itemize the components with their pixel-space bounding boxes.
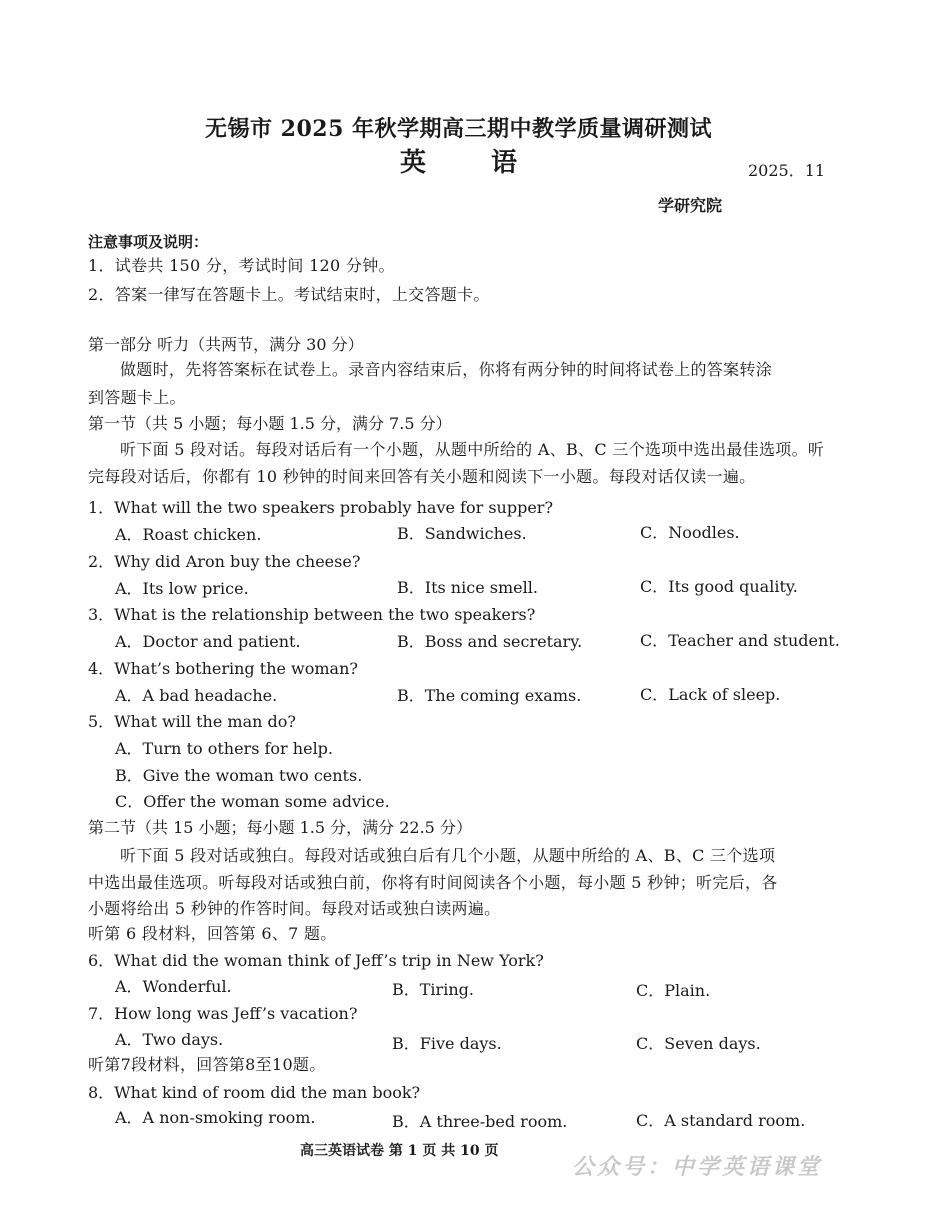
issuing-org: 学研究院: [658, 196, 723, 215]
question-4-stem: 4．What’s bothering the woman?: [88, 659, 358, 678]
question-8-stem: 8．What kind of room did the man book?: [88, 1083, 421, 1102]
part1-heading: 第一部分 听力（共两节，满分 30 分）: [88, 335, 364, 354]
question-2-stem: 2．Why did Aron buy the cheese?: [88, 552, 361, 571]
section2-intro-2: 中选出最佳选项。听每段对话或独白前，你将有时间阅读各个小题，每小题 5 秒钟；听完后，各: [88, 873, 778, 892]
question-5-option-a: A．Turn to others for help.: [115, 739, 334, 758]
section1-intro-2: 完每段对话后，你都有 10 秒钟的时间来回答有关小题和阅读下一小题。每段对话仅读一遍。: [88, 467, 756, 486]
section1-intro-1: 听下面 5 段对话。每段对话后有一个小题，从题中所给的 A、B、C 三个选项中选出最佳选项。听: [120, 440, 825, 459]
question-5-stem: 5．What will the man do?: [88, 712, 296, 731]
question-7-option-a: A．Two days.: [115, 1030, 224, 1049]
section2-intro-3: 小题将给出 5 秒钟的作答时间。每段对话或独白读两遍。: [88, 899, 501, 918]
question-6-option-c: C．Plain.: [636, 981, 711, 1000]
question-2-option-b: B．Its nice smell.: [397, 578, 538, 597]
question-1-option-c: C．Noodles.: [640, 523, 740, 542]
question-5-option-c: C．Offer the woman some advice.: [115, 792, 390, 811]
question-7-option-b: B．Five days.: [392, 1034, 502, 1053]
page-footer: 高三英语试卷 第 1 页 共 10 页: [300, 1143, 499, 1159]
question-8-option-a: A．A non-smoking room.: [115, 1108, 316, 1127]
note-item-1: 1．试卷共 150 分，考试时间 120 分钟。: [88, 256, 395, 275]
question-3-option-c: C．Teacher and student.: [640, 631, 840, 650]
question-4-option-c: C．Lack of sleep.: [640, 685, 781, 704]
question-4-option-a: A．A bad headache.: [115, 686, 278, 705]
part1-intro-1: 做题时，先将答案标在试卷上。录音内容结束后，你将有两分钟的时间将试卷上的答案转涂: [120, 360, 773, 379]
question-6-option-a: A．Wonderful.: [115, 977, 232, 996]
question-6-option-b: B．Tiring.: [392, 980, 474, 999]
part1-intro-2: 到答题卡上。: [88, 388, 186, 407]
exam-date: 2025．11: [748, 161, 826, 180]
question-3-stem: 3．What is the relationship between the two speakers?: [88, 605, 536, 624]
question-3-option-a: A．Doctor and patient.: [115, 632, 301, 651]
question-8-option-c: C．A standard room.: [636, 1111, 806, 1130]
question-7-option-c: C．Seven days.: [636, 1034, 761, 1053]
material-6-instruction: 听第 6 段材料，回答第 6、7 题。: [88, 924, 337, 943]
question-2-option-c: C．Its good quality.: [640, 577, 798, 596]
note-item-2: 2．答案一律写在答题卡上。考试结束时，上交答题卡。: [88, 285, 490, 304]
question-8-option-b: B．A three-bed room.: [392, 1112, 568, 1131]
section2-intro-1: 听下面 5 段对话或独白。每段对话或独白后有几个小题，从题中所给的 A、B、C 三个选项: [120, 846, 776, 865]
question-5-option-b: B．Give the woman two cents.: [115, 766, 363, 785]
exam-title: 无锡市 2025 年秋学期高三期中教学质量调研测试: [205, 116, 713, 142]
section2-heading: 第二节（共 15 小题；每小题 1.5 分，满分 22.5 分）: [88, 818, 472, 837]
watermark-text: 公众号：中学英语课堂: [572, 1154, 823, 1180]
question-1-stem: 1．What will the two speakers probably have for supper?: [88, 498, 554, 517]
question-1-option-b: B．Sandwiches.: [397, 524, 527, 543]
question-2-option-a: A．Its low price.: [115, 579, 249, 598]
material-7-instruction: 听第7段材料，回答第8至10题。: [88, 1055, 326, 1074]
question-4-option-b: B．The coming exams.: [397, 686, 582, 705]
question-1-option-a: A．Roast chicken.: [115, 525, 262, 544]
notes-heading: 注意事项及说明：: [88, 233, 209, 251]
question-3-option-b: B．Boss and secretary.: [397, 632, 583, 651]
subject-title: 英 语: [400, 148, 546, 178]
question-6-stem: 6．What did the woman think of Jeff’s trip in New York?: [88, 951, 544, 970]
question-7-stem: 7．How long was Jeff’s vacation?: [88, 1004, 358, 1023]
section1-heading: 第一节（共 5 小题；每小题 1.5 分，满分 7.5 分）: [88, 414, 452, 433]
